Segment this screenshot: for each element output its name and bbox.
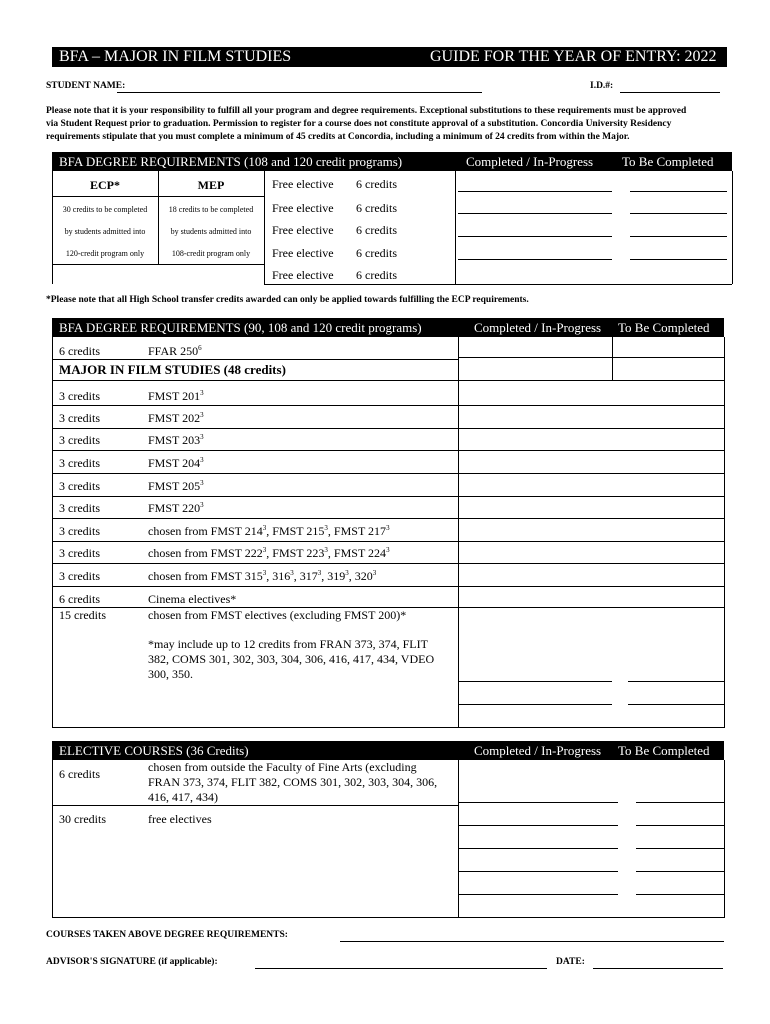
notice-line: via Student Request prior to graduation. Permission to register for a course does not constitute approval of a substitution. Concordia University Residency bbox=[46, 119, 672, 129]
completed-line[interactable] bbox=[458, 191, 612, 192]
mep-line: 108-credit program only bbox=[171, 249, 251, 258]
section3-title: ELECTIVE COURSES (36 Credits) bbox=[59, 743, 249, 758]
col-to-be-completed: To Be Completed bbox=[618, 320, 710, 335]
free-elective-label: Free elective bbox=[272, 223, 334, 237]
to-be-completed-line[interactable] bbox=[636, 825, 724, 826]
mep-heading: MEP bbox=[197, 178, 225, 192]
completed-line[interactable] bbox=[458, 259, 612, 260]
cinema-credits: 6 credits bbox=[59, 592, 100, 606]
notice bbox=[46, 105, 736, 144]
col-completed: Completed / In-Progress bbox=[474, 320, 602, 335]
course-name: FMST $201^3$ bbox=[148, 389, 204, 403]
course-choice: chosen from FMST $222^3$, FMST $223^3$, FMST $224^3$ bbox=[148, 546, 390, 560]
completed-line[interactable] bbox=[458, 871, 618, 872]
id-field[interactable] bbox=[620, 92, 720, 93]
to-be-completed-line[interactable] bbox=[636, 802, 724, 803]
date-label: DATE: bbox=[556, 957, 585, 967]
course-credits: 3 credits bbox=[59, 456, 100, 470]
section3-header bbox=[52, 741, 724, 760]
date-field[interactable] bbox=[593, 968, 723, 969]
notice-line: Please note that it is your responsibility to fulfill all your program and degree requirements. Exceptional substitutions to these requirements must be approved bbox=[46, 106, 687, 116]
course-name: FMST $204^3$ bbox=[148, 456, 204, 470]
outside-fine-arts-credits: 6 credits bbox=[59, 767, 100, 781]
completed-line[interactable] bbox=[458, 704, 612, 705]
to-be-completed-line[interactable] bbox=[628, 681, 724, 682]
to-be-completed-line[interactable] bbox=[630, 191, 727, 192]
id-label: I.D.#: bbox=[590, 81, 614, 91]
fmst-electives: chosen from FMST electives (excluding FMST 200)* bbox=[148, 608, 407, 622]
notice-line: requirements stipulate that you must complete a minimum of 45 credits at Concordia, including a minimum of 24 credits from within the Major. bbox=[46, 132, 630, 142]
free-elective-label: Free elective bbox=[272, 246, 334, 260]
col-to-be-completed: To Be Completed bbox=[618, 743, 710, 758]
ffar-credits: 6 credits bbox=[59, 344, 100, 358]
ecp-line: by students admitted into bbox=[64, 227, 146, 236]
to-be-completed-line[interactable] bbox=[636, 894, 724, 895]
free-elective-credits: 6 credits bbox=[356, 223, 397, 237]
course-name: FMST $203^3$ bbox=[148, 433, 204, 447]
mep-line: by students admitted into bbox=[170, 227, 252, 236]
courses-above-label: COURSES TAKEN ABOVE DEGREE REQUIREMENTS: bbox=[46, 930, 288, 940]
col-to-be-completed: To Be Completed bbox=[622, 154, 714, 169]
course-credits: 3 credits bbox=[59, 501, 100, 515]
ffar-course: FFAR $250^6$ bbox=[148, 344, 202, 358]
course-choice: chosen from FMST $214^3$, FMST $215^3$, FMST $217^3$ bbox=[148, 524, 390, 538]
free-elective-label: Free elective bbox=[272, 177, 334, 191]
free-electives-credits: 30 credits bbox=[59, 812, 106, 826]
to-be-completed-line[interactable] bbox=[630, 259, 727, 260]
course-name: FMST $205^3$ bbox=[148, 479, 204, 493]
course-credits: 3 credits bbox=[59, 479, 100, 493]
completed-line[interactable] bbox=[458, 894, 618, 895]
completed-line[interactable] bbox=[458, 848, 618, 849]
ecp-footnote: *Please note that all High School transfer credits awarded can only be applied towards fulfilling the ECP requirements. bbox=[46, 295, 529, 305]
ecp-line: 120-credit program only bbox=[65, 249, 145, 258]
to-be-completed-line[interactable] bbox=[630, 213, 727, 214]
year-of-entry: GUIDE FOR THE YEAR OF ENTRY: 2022 bbox=[430, 48, 717, 65]
course-credits: 3 credits bbox=[59, 546, 100, 560]
completed-line[interactable] bbox=[458, 213, 612, 214]
completed-line[interactable] bbox=[458, 681, 612, 682]
section1-title: BFA DEGREE REQUIREMENTS (108 and 120 credit programs) bbox=[59, 154, 403, 169]
free-elective-credits: 6 credits bbox=[356, 268, 397, 282]
completed-line[interactable] bbox=[458, 802, 618, 803]
major-title: MAJOR IN FILM STUDIES (48 credits) bbox=[59, 362, 286, 377]
to-be-completed-line[interactable] bbox=[636, 848, 724, 849]
header-bar bbox=[52, 47, 727, 67]
ecp-heading: ECP* bbox=[90, 178, 120, 192]
course-credits: 3 credits bbox=[59, 524, 100, 538]
col-completed: Completed / In-Progress bbox=[466, 154, 594, 169]
student-name-label: STUDENT NAME: bbox=[46, 81, 126, 91]
free-elective-credits: 6 credits bbox=[356, 177, 397, 191]
cinema-electives: Cinema electives* bbox=[148, 592, 237, 606]
free-elective-label: Free elective bbox=[272, 268, 334, 282]
to-be-completed-line[interactable] bbox=[636, 871, 724, 872]
student-name-field[interactable] bbox=[117, 92, 482, 93]
col-completed: Completed / In-Progress bbox=[474, 743, 602, 758]
completed-line[interactable] bbox=[458, 236, 612, 237]
free-elective-credits: 6 credits bbox=[356, 201, 397, 215]
may-include-note: *may include up to 12 credits from FRAN 373, 374, FLIT 382, COMS 301, 302, 303, 304, 306, 416, 417, 434, VDEO 300, 350. bbox=[148, 637, 435, 681]
course-choice: chosen from FMST $315^3$, $316^3$, $317^3$, $319^3$, $320^3$ bbox=[148, 569, 377, 583]
program-title: BFA – MAJOR IN FILM STUDIES bbox=[59, 48, 292, 65]
ecp-line: 30 credits to be completed bbox=[62, 205, 148, 214]
free-elective-credits: 6 credits bbox=[356, 246, 397, 260]
course-credits: 3 credits bbox=[59, 389, 100, 403]
to-be-completed-line[interactable] bbox=[628, 704, 724, 705]
section1-header bbox=[52, 152, 732, 171]
course-name: FMST $220^3$ bbox=[148, 501, 204, 515]
section2-title: BFA DEGREE REQUIREMENTS (90, 108 and 120 credit programs) bbox=[59, 320, 422, 335]
section2-header bbox=[52, 318, 724, 337]
course-credits: 3 credits bbox=[59, 569, 100, 583]
free-elective-label: Free elective bbox=[272, 201, 334, 215]
advisor-signature-label: ADVISOR'S SIGNATURE (if applicable): bbox=[46, 957, 218, 967]
course-credits: 3 credits bbox=[59, 433, 100, 447]
outside-fine-arts-text: chosen from outside the Faculty of Fine Arts (excluding FRAN 373, 374, FLIT 382, COMS 301, 302, 303, 304, 306, 416, 417, 434) bbox=[148, 760, 438, 804]
free-electives-text: free electives bbox=[148, 812, 212, 826]
course-credits: 3 credits bbox=[59, 411, 100, 425]
completed-line[interactable] bbox=[458, 825, 618, 826]
fmst-electives-credits: 15 credits bbox=[59, 608, 106, 622]
to-be-completed-line[interactable] bbox=[630, 236, 727, 237]
advisor-signature-field[interactable] bbox=[255, 968, 547, 969]
courses-above-field[interactable] bbox=[340, 941, 724, 942]
mep-line: 18 credits to be completed bbox=[168, 205, 254, 214]
course-name: FMST $202^3$ bbox=[148, 411, 204, 425]
